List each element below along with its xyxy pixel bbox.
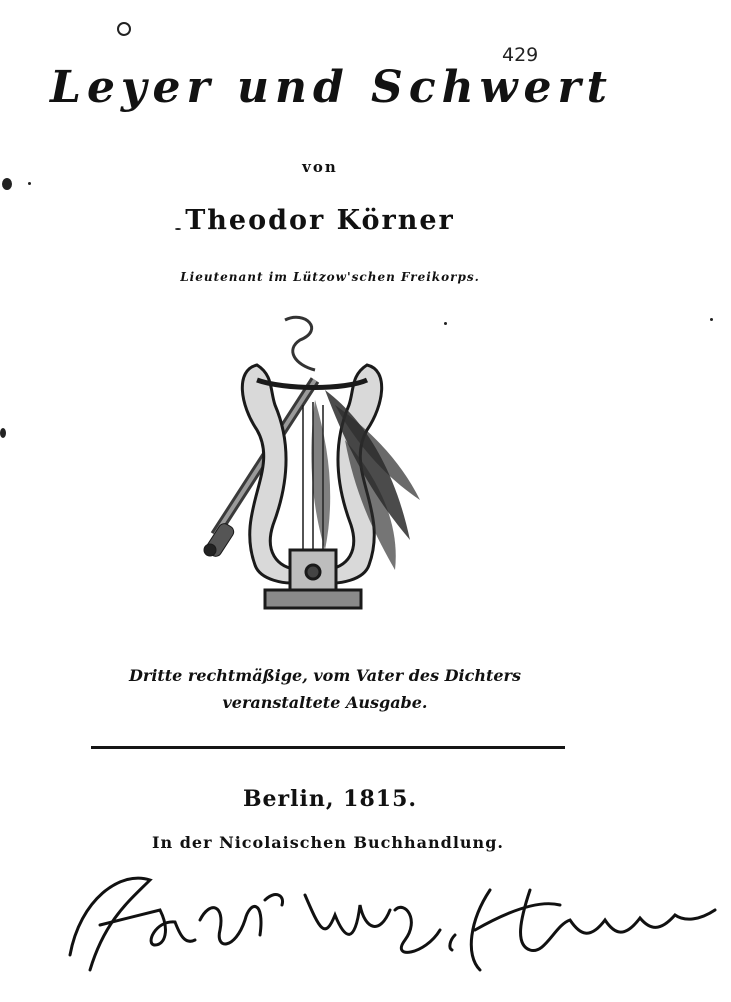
ring-mark-icon [117, 22, 131, 36]
edition-note-line-2: veranstaltete Ausgabe. [222, 693, 428, 712]
handwritten-signature [60, 860, 720, 980]
imprint-place-year: Berlin, 1815. [242, 786, 418, 812]
author-rank: Lieutenant im Lützow'schen Freikorps. [180, 270, 480, 284]
divider-rule [91, 746, 565, 749]
ink-speck [28, 182, 31, 185]
ribbon-icon [285, 317, 315, 370]
lyre-sword-laurel-icon [195, 310, 435, 630]
author-name: Theodor Körner [185, 205, 455, 236]
by-line: von [302, 158, 338, 176]
ink-speck [0, 428, 6, 438]
ink-speck [710, 318, 713, 321]
catalog-number: 429 [502, 44, 539, 66]
book-title: Leyer und Schwert [50, 62, 613, 113]
ink-speck [2, 178, 12, 190]
ink-speck [175, 228, 181, 230]
edition-note-line-1: Dritte rechtmäßige, vom Vater des Dichters [129, 666, 521, 685]
publisher-line: In der Nicolaischen Buchhandlung. [152, 833, 504, 852]
ink-speck [444, 322, 447, 325]
